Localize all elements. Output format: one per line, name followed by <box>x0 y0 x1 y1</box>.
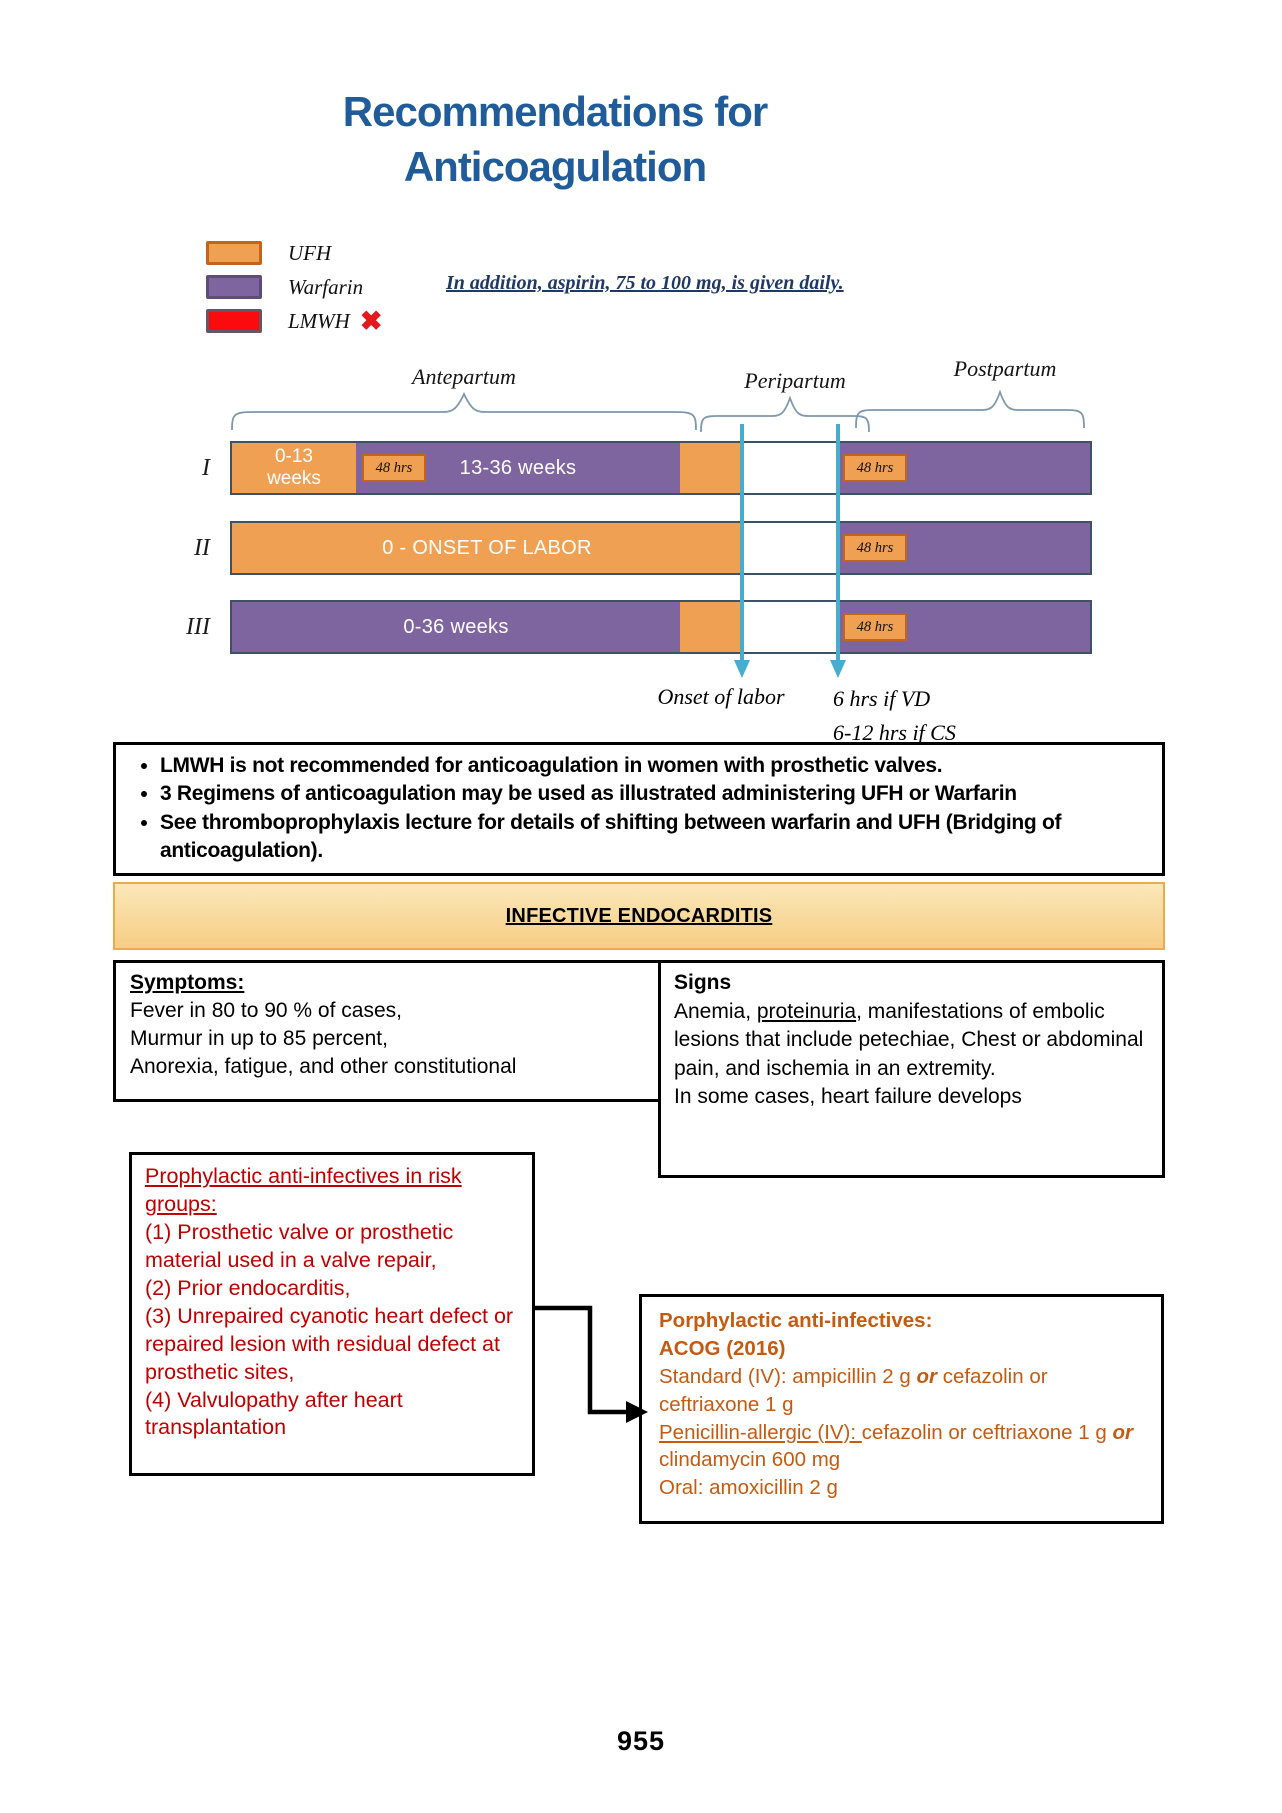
legend <box>206 241 382 343</box>
prophylaxis-text: or <box>1112 1420 1133 1444</box>
signs-text: proteinuria <box>756 999 857 1023</box>
badge-48hrs: 48 hrs <box>843 613 907 641</box>
prophylaxis-text: Oral: amoxicillin 2 g <box>659 1476 838 1500</box>
prophylaxis-text: cefazolin or ceftriaxone 1 g <box>659 1364 1048 1416</box>
segment-label-line: weeks <box>267 468 321 489</box>
symptom-line: Anorexia, fatigue, and other constitutional <box>130 1054 517 1078</box>
timeline-row <box>230 600 1092 654</box>
risk-groups-box <box>129 1152 535 1476</box>
bracket-antepartum <box>232 394 696 430</box>
risk-groups-heading: Prophylactic anti-infectives in risk groups: <box>145 1164 462 1216</box>
bracket-postpartum <box>856 392 1084 428</box>
prophylaxis-lines <box>659 1307 1144 1502</box>
phase-label-antepartum: Antepartum <box>412 364 516 389</box>
page-title <box>205 84 905 195</box>
signs-line2: In some cases, heart failure develops <box>674 1085 1022 1109</box>
badge-48hrs: 48 hrs <box>362 454 426 482</box>
segment-label-line: 0-13 <box>274 445 313 467</box>
timeline-segment-warfarin <box>840 523 1090 573</box>
timeline-segment-warfarin <box>232 602 680 652</box>
timeline-segment-ufh <box>232 523 742 573</box>
row-numeral: I <box>202 454 210 481</box>
key-point: • See thromboprophylaxis lecture for details of shifting between warfarin and UFH (Bridging of anticoagulation). <box>160 809 1150 866</box>
timeline-segment-warfarin <box>840 602 1090 652</box>
symptom-line: Murmur in up to 85 percent, <box>130 1026 388 1050</box>
prophylaxis-text: Penicillin-allergic (IV): <box>659 1420 862 1444</box>
row-numeral: III <box>186 613 210 640</box>
title-line2: Anticoagulation <box>403 143 707 191</box>
symptoms-heading: Symptoms: <box>130 971 245 994</box>
vd-timing-label: 6 hrs if VD <box>833 686 931 711</box>
phase-label-peripartum: Peripartum <box>744 368 846 393</box>
risk-group-item: (4) Valvulopathy after heart transplantation <box>145 1387 403 1440</box>
section-banner-title: INFECTIVE ENDOCARDITIS <box>505 904 773 927</box>
legend-label: LMWH <box>288 309 350 333</box>
prophylaxis-box <box>639 1294 1164 1524</box>
key-point: • 3 Regimens of anticoagulation may be used as illustrated administering UFH or Warfarin <box>160 780 1150 808</box>
risk-to-prophylaxis-connector <box>535 1308 628 1412</box>
prophylaxis-line <box>659 1419 1144 1475</box>
legend-item <box>206 306 383 336</box>
title-line1: Recommendations for <box>342 88 768 135</box>
timeline-segment-ufh <box>680 602 742 652</box>
row-numeral: II <box>194 534 210 561</box>
timeline-segment-gap <box>742 602 840 652</box>
phase-label-postpartum: Postpartum <box>953 356 1057 381</box>
prophylaxis-line <box>659 1363 1144 1419</box>
symptom-line: Fever in 80 to 90 % of cases, <box>130 998 402 1022</box>
aspirin-note: In addition, aspirin, 75 to 100 mg, is given daily. <box>446 272 844 294</box>
prophylaxis-line <box>659 1335 1144 1363</box>
timeline-segment-warfarin <box>840 443 1090 493</box>
prophylaxis-text: or <box>916 1364 938 1388</box>
legend-label: UFH <box>288 241 332 265</box>
prophylaxis-text: Standard (IV): ampicillin 2 g <box>659 1364 917 1388</box>
risk-group-item: (2) Prior endocarditis, <box>145 1275 351 1300</box>
signs-box <box>658 960 1165 1178</box>
symptoms-box <box>113 960 661 1102</box>
onset-of-labor-label: Onset of labor <box>657 684 785 709</box>
onset-of-labor-arrowhead <box>734 660 750 678</box>
segment-label <box>267 446 321 491</box>
signs-heading: Signs <box>674 971 732 994</box>
signs-text: , manifestations of embolic lesions that include petechiae, Chest or abdominal pain, and ischemia in an extremity. <box>674 999 1144 1080</box>
signs-text: Anemia, <box>674 999 757 1023</box>
timeline-segment-warfarin <box>356 443 680 493</box>
key-point: • LMWH is not recommended for anticoagulation in women with prosthetic valves. <box>160 752 1150 780</box>
cs-timing-label: 6-12 hrs if CS <box>833 720 956 745</box>
cross-icon: ✖ <box>359 306 383 336</box>
symptoms-lines <box>130 997 644 1081</box>
key-points-list <box>128 752 1150 865</box>
segment-label: 0 - ONSET OF LABOR <box>382 536 592 559</box>
timeline-segment-ufh <box>680 443 742 493</box>
timeline-segment-gap <box>742 523 840 573</box>
timeline-segment-gap <box>742 443 840 493</box>
legend-item <box>206 275 382 299</box>
legend-item <box>206 241 382 265</box>
timeline-segment-ufh <box>232 443 356 493</box>
legend-swatch <box>206 241 262 265</box>
signs-paragraph <box>674 998 1149 1084</box>
legend-label: Warfarin <box>288 275 364 299</box>
prophylaxis-text: cefazolin or ceftriaxone 1 g <box>861 1420 1113 1444</box>
prophylaxis-line <box>659 1474 1144 1502</box>
risk-group-item: (1) Prosthetic valve or prosthetic material used in a valve repair, <box>145 1219 454 1272</box>
prophylaxis-text: Porphylactic anti-infectives: <box>659 1309 933 1332</box>
risk-group-item: (3) Unrepaired cyanotic heart defect or repaired lesion with residual defect at prosthetic sites, <box>145 1303 514 1384</box>
page-number: 955 <box>616 1726 666 1756</box>
prophylaxis-text: ACOG (2016) <box>659 1336 786 1360</box>
prophylaxis-text: clindamycin 600 mg <box>659 1448 841 1472</box>
legend-swatch <box>206 275 262 299</box>
delivery-arrowhead <box>830 660 846 678</box>
badge-48hrs: 48 hrs <box>843 454 907 482</box>
legend-swatch <box>206 309 262 333</box>
segment-label: 0-36 weeks <box>403 615 509 638</box>
prophylaxis-line <box>659 1307 1144 1335</box>
bracket-peripartum <box>701 398 869 432</box>
section-banner <box>113 882 1165 950</box>
risk-groups-items <box>145 1219 519 1443</box>
segment-label: 13-36 weeks <box>459 456 577 479</box>
timeline-row <box>230 521 1092 575</box>
timeline-row <box>230 441 1092 495</box>
badge-48hrs: 48 hrs <box>843 534 907 562</box>
key-points-box <box>113 742 1165 876</box>
